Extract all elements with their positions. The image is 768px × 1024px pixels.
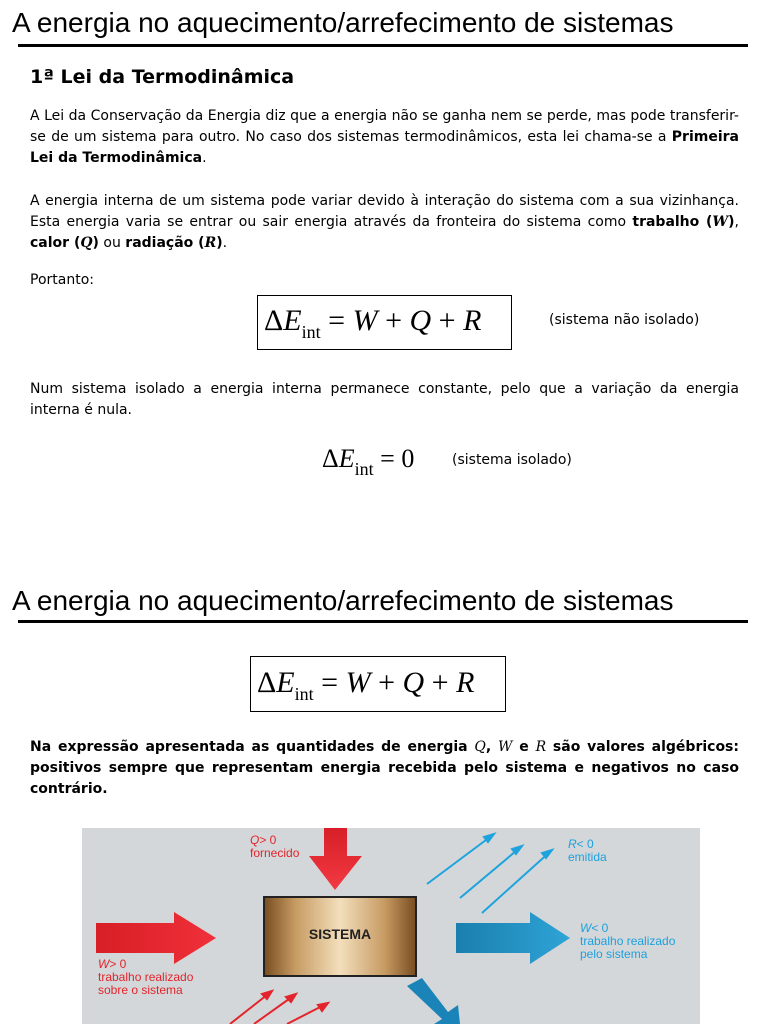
equation-first-law: $\Delta E_{int} = W + Q + R$ (264, 304, 482, 342)
label-radiation-out: R< 0 emitida (568, 837, 607, 864)
energy-transfer-diagram (82, 828, 700, 1024)
section-heading: 1ª Lei da Termodinâmica (30, 66, 295, 88)
heat-in-arrow (309, 828, 362, 890)
paragraph-therefore: Portanto: (30, 272, 94, 288)
equation-first-law-2: $\Delta E_{int} = W + Q + R$ (257, 666, 475, 704)
radiation-out-rays (427, 834, 552, 913)
bold-work: trabalho (W) (632, 214, 735, 230)
bold-heat: calor (Q) (30, 235, 99, 251)
slide-title: A energia no aquecimento/arrefecimento de sistemas (12, 7, 674, 38)
slide-title-2: A energia no aquecimento/arrefecimento de sistemas (12, 585, 674, 616)
equation-isolated: $\Delta E_{int} = 0$ (322, 444, 415, 479)
title-underline-2 (18, 620, 748, 623)
equation-box-2 (250, 656, 506, 712)
paragraph-isolated: Num sistema isolado a energia interna permanece constante, pelo que a variação da energia interna é nula. (30, 381, 739, 418)
paragraph-internal-energy: A energia interna de um sistema pode variar devido à interação do sistema com a sua vizinhança. Esta energia varia se entrar ou sair energia através da fronteira do sistema como trabalho (W), calor (Q) ou radiação (R). (30, 193, 739, 251)
bold-radiation: radiação (R) (125, 235, 223, 251)
system-label: SISTEMA (308, 926, 372, 942)
paragraph-algebraic: Na expressão apresentada as quantidades de energia Q, W e R são valores algébricos: positivos sempre que representam energia recebida pelo sistema e negativos no caso contrário. (30, 739, 739, 797)
bold-first-law: Primeira Lei da Termodinâmica (30, 129, 739, 166)
paragraph-conservation: A Lei da Conservação da Energia diz que a energia não se ganha nem se perde, mas pode transferir-se de um sistema para outro. No caso dos sistemas termodinâmicos, esta lei chama-se a Primeira Lei da Termodinâmica. (30, 108, 739, 166)
note-non-isolated: (sistema não isolado) (549, 312, 700, 328)
system-box (263, 896, 417, 977)
radiation-in-rays (230, 991, 328, 1024)
work-out-arrow (456, 912, 570, 964)
note-isolated: (sistema isolado) (452, 452, 572, 468)
label-heat-in: Q> 0 fornecido (250, 833, 300, 860)
label-work-out: W< 0 trabalho realizado pelo sistema (580, 921, 676, 961)
energy-out-arrow (407, 978, 460, 1024)
label-work-in: W> 0 trabalho realizado sobre o sistema (98, 957, 194, 997)
